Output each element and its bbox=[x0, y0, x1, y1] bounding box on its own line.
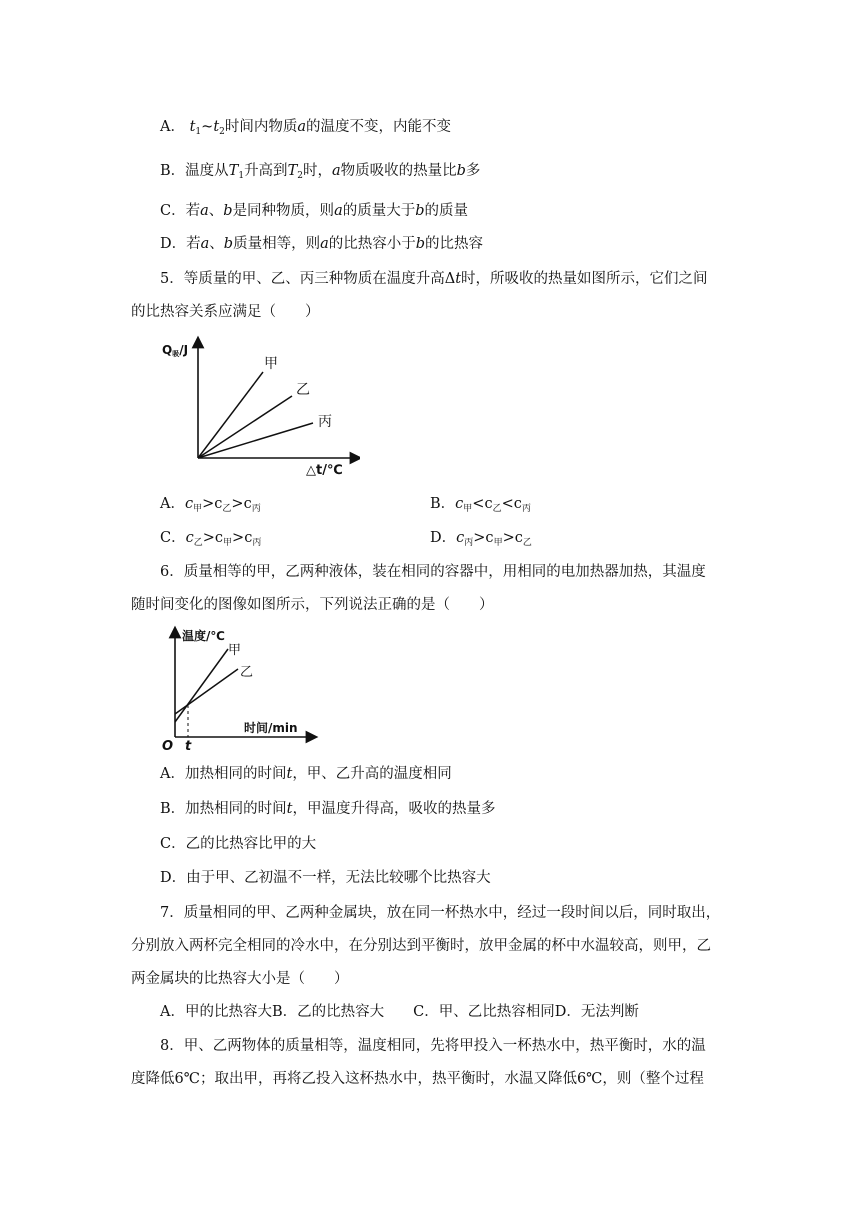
q4-option-c: C．若a、b是同种物质，则a的质量大于b的质量 bbox=[160, 203, 469, 219]
q5-x-label: △t/℃ bbox=[306, 463, 343, 478]
q7-stem-line2: 分别放入两杯完全相同的冷水中，在分别达到平衡时，放甲金属的杯中水温较高，则甲，乙 bbox=[131, 938, 711, 954]
q5-option-a: A．$c_甲>c_乙>c_丙$ bbox=[160, 496, 261, 514]
q5-line-jia bbox=[198, 372, 263, 458]
q5-line-bing bbox=[198, 423, 313, 458]
q5-stem-line1: 5．等质量的甲、乙、丙三种物质在温度升高Δt时，所吸收的热量如图所示，它们之间 bbox=[160, 271, 708, 287]
q4-option-a: A． $t_1\sim t_2$时间内物质a的温度不变，内能不变 bbox=[160, 119, 452, 137]
q6-x-label: 时间/min bbox=[244, 721, 298, 735]
q5-series-yi: 乙 bbox=[296, 382, 310, 398]
q6-tick-t: t bbox=[185, 739, 192, 754]
q5-option-d: D．$c_丙>c_甲>c_乙$ bbox=[430, 530, 532, 548]
q6-series-jia: 甲 bbox=[228, 643, 242, 658]
q6-option-d: D．由于甲、乙初温不一样，无法比较哪个比热容大 bbox=[160, 870, 491, 886]
q6-stem-line1: 6．质量相等的甲，乙两种液体，装在相同的容器中，用相同的电加热器加热，其温度 bbox=[160, 564, 706, 580]
q6-y-label: 温度/℃ bbox=[182, 629, 225, 643]
q5-figure bbox=[160, 334, 360, 479]
q5-option-c: C．$c_乙>c_甲>c_丙$ bbox=[160, 530, 262, 548]
q7-options: A．甲的比热容大B．乙的比热容大 C．甲、乙比热容相同D．无法判断 bbox=[160, 1004, 639, 1020]
q4-option-b: B．温度从$T_1$升高到$T_2$时，a物质吸收的热量比b多 bbox=[160, 163, 481, 181]
q6-option-a: A．加热相同的时间t，甲、乙升高的温度相同 bbox=[160, 766, 452, 782]
q5-y-label: Q吸/J bbox=[162, 343, 189, 358]
q6-line-yi bbox=[175, 669, 238, 714]
q5-series-jia: 甲 bbox=[264, 356, 278, 372]
q5-series-bing: 丙 bbox=[318, 414, 332, 430]
q7-stem-line1: 7．质量相同的甲、乙两种金属块，放在同一杯热水中，经过一段时间以后，同时取出， bbox=[160, 905, 721, 921]
q5-option-b: B．$c_甲<c_乙<c_丙$ bbox=[430, 496, 531, 514]
q6-option-c: C．乙的比热容比甲的大 bbox=[160, 836, 317, 852]
q6-series-yi: 乙 bbox=[240, 665, 254, 680]
q4-option-d: D．若a、b质量相等，则a的比热容小于b的比热容 bbox=[160, 236, 484, 252]
q8-stem-line1: 8．甲、乙两物体的质量相等，温度相同，先将甲投入一杯热水中，热平衡时，水的温 bbox=[160, 1038, 706, 1054]
q5-stem-line2: 的比热容关系应满足（ ） bbox=[131, 304, 320, 320]
q8-stem-line2: 度降低6℃；取出甲，再将乙投入这杯热水中，热平衡时，水温又降低6℃，则（整个过程 bbox=[131, 1071, 704, 1087]
q6-origin-label: O bbox=[162, 739, 174, 754]
q6-option-b: B．加热相同的时间t，甲温度升得高，吸收的热量多 bbox=[160, 801, 496, 817]
q5-line-yi bbox=[198, 396, 292, 458]
q6-stem-line2: 随时间变化的图像如图所示，下列说法正确的是（ ） bbox=[131, 597, 494, 613]
q6-figure bbox=[160, 624, 320, 754]
q7-stem-line3: 两金属块的比热容大小是（ ） bbox=[131, 971, 349, 987]
q6-line-jia bbox=[175, 649, 228, 722]
